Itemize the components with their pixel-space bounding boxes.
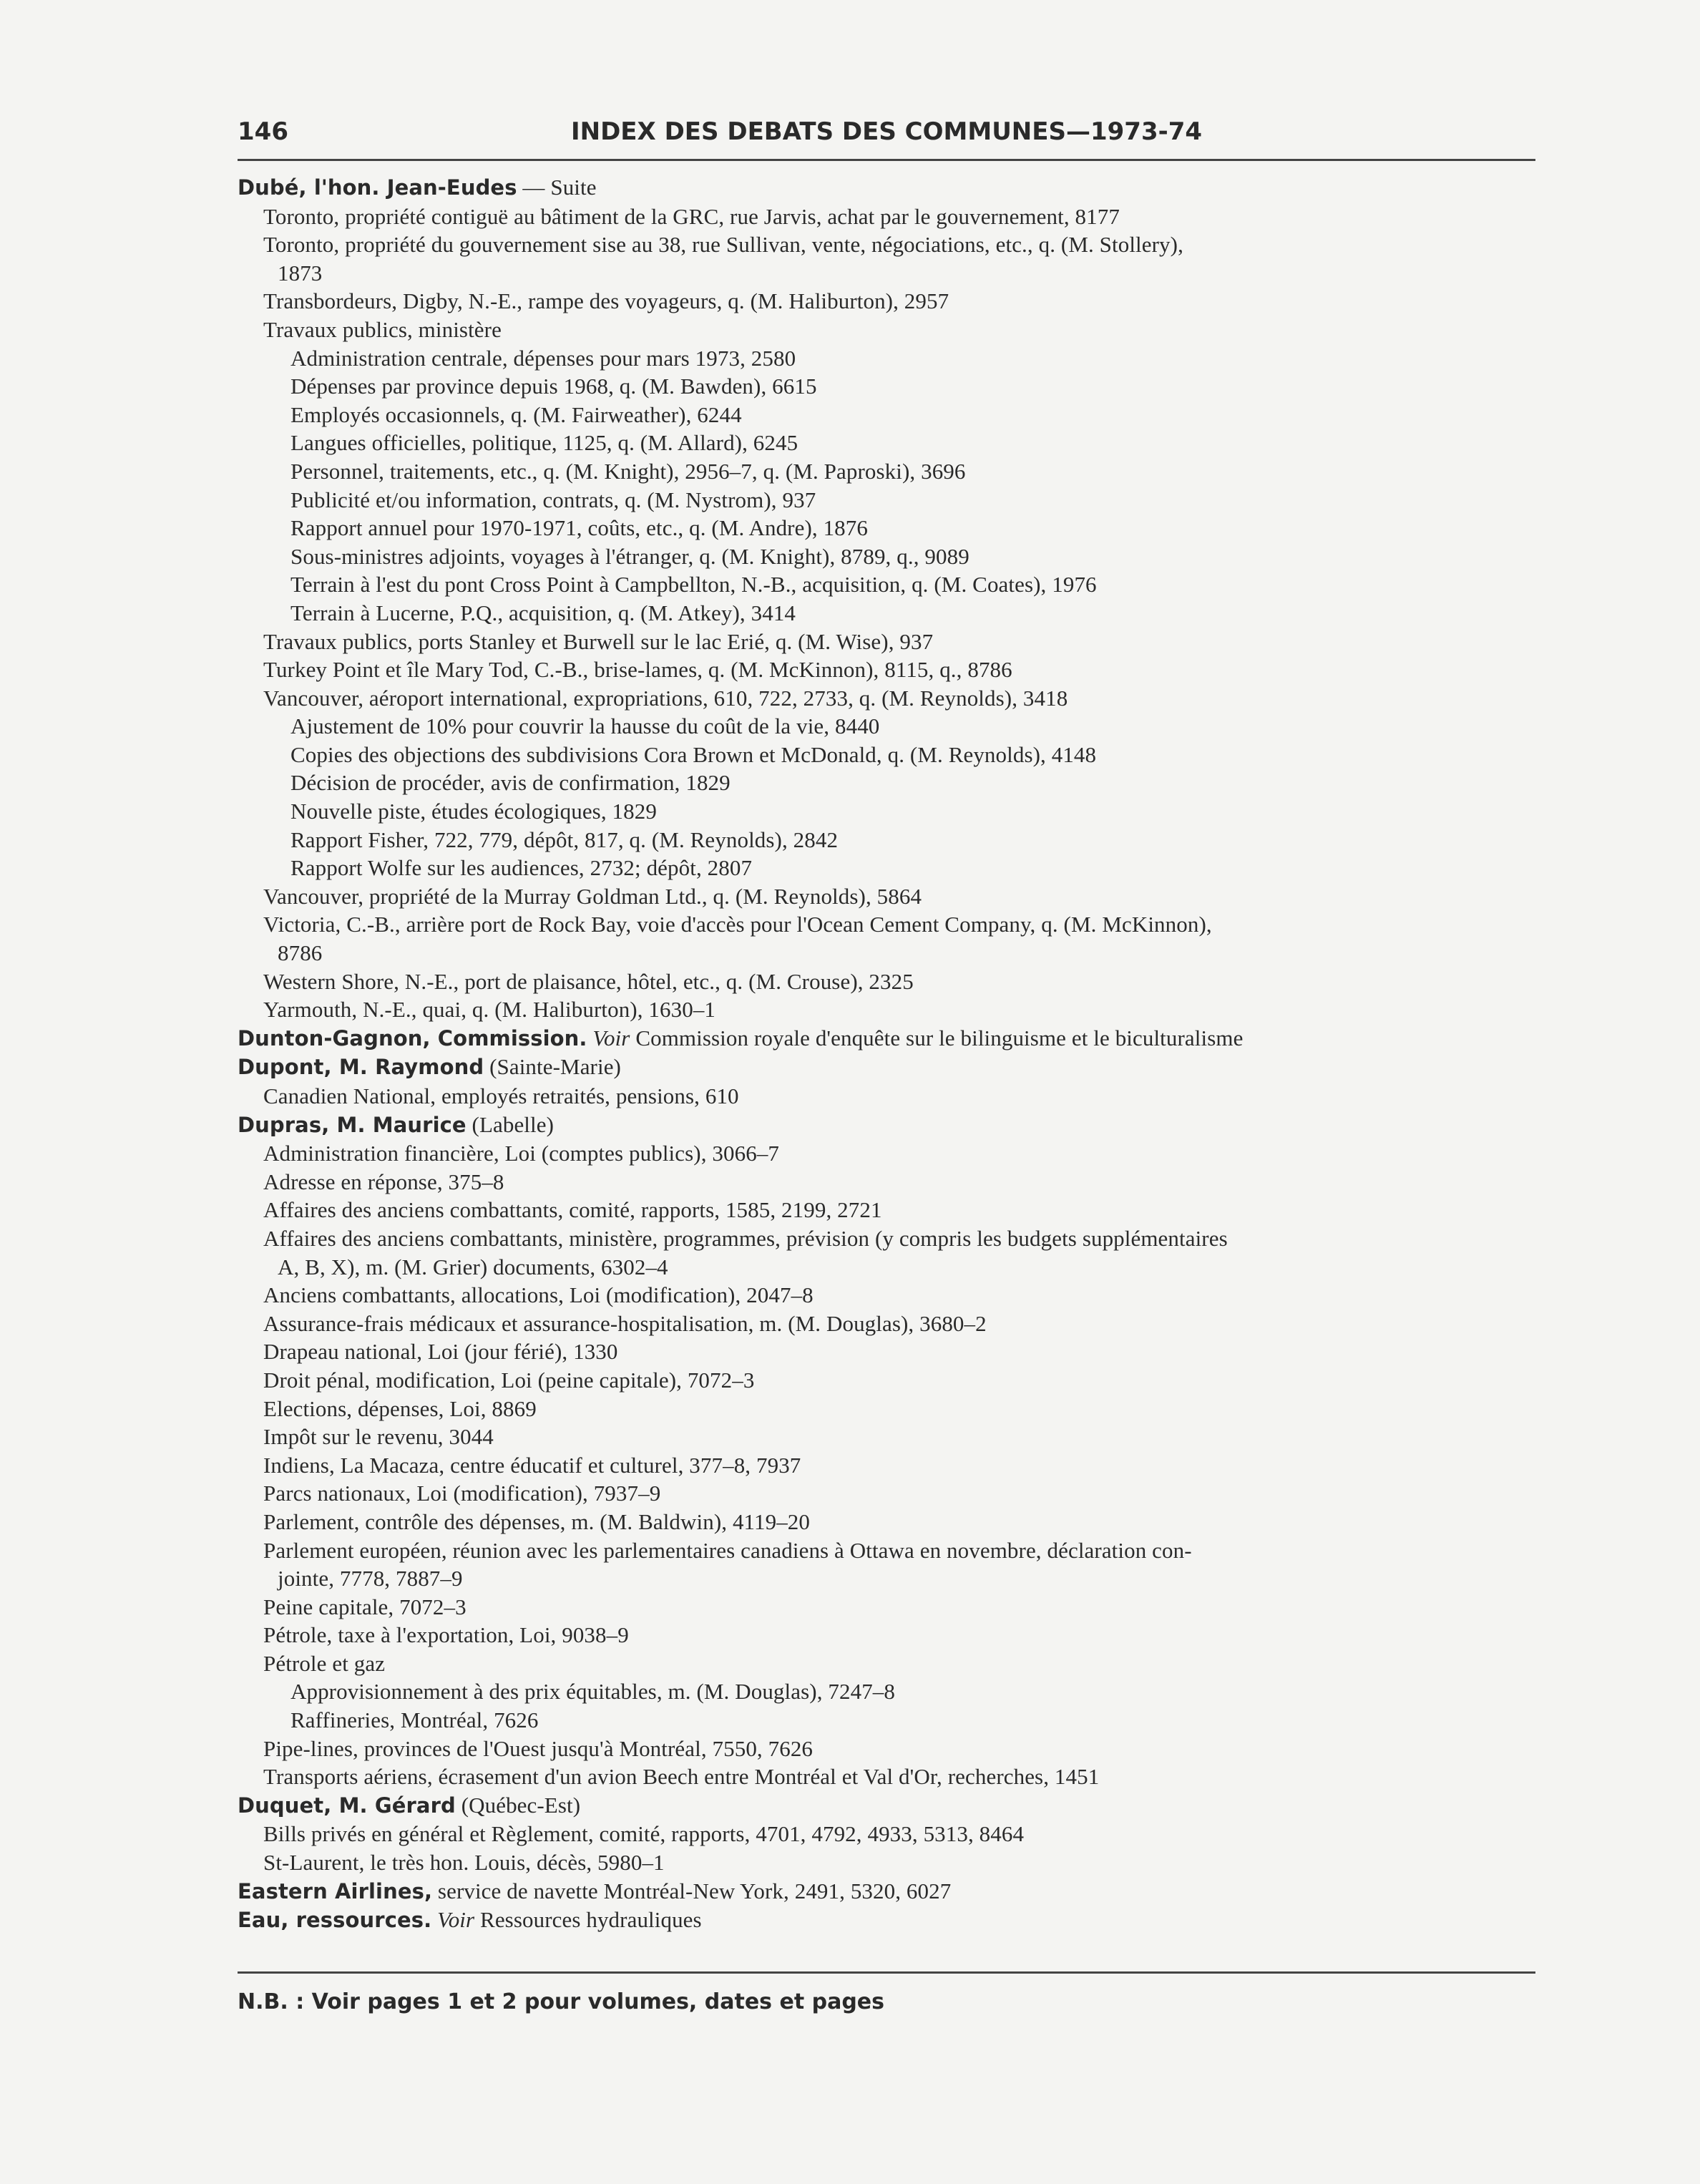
entry-text: Vancouver, aéroport international, expropriations, 610, 722, 2733, q. (M. Reynolds), 3418 [263,685,1068,711]
entry-text: Ressources hydrauliques [474,1907,702,1933]
index-subentry [238,967,1540,996]
index-continuation-line [238,939,1540,967]
entry-text: Administration centrale, dépenses pour mars 1973, 2580 [290,345,796,371]
entry-text: Peine capitale, 7072–3 [263,1594,466,1619]
index-subentry [238,1168,1540,1196]
index-subentry [238,1337,1540,1366]
entry-text: Toronto, propriété du gouvernement sise au 38, rue Sullivan, vente, négociations, etc., q. (M. Stollery), [263,232,1183,258]
entry-text: Adresse en réponse, 375–8 [263,1169,504,1194]
entry-text: (Sainte-Marie) [484,1054,621,1080]
index-subentry [238,1820,1540,1848]
entry-text: Ajustement de 10% pour couvrir la hausse du coût de la vie, 8440 [290,713,880,739]
entry-text: Rapport Wolfe sur les audiences, 2732; dépôt, 2807 [290,855,753,881]
index-subentry [238,1281,1540,1310]
index-subentry [238,1677,1540,1706]
entry-text: Travaux publics, ministère [263,316,502,342]
index-subentry [238,1508,1540,1536]
entry-text: Impôt sur le revenu, 3044 [263,1424,494,1450]
entry-heading: Dupras, M. Maurice [238,1112,466,1137]
entry-text: St-Laurent, le très hon. Louis, décès, 5980–1 [263,1850,665,1876]
entry-text: jointe, 7778, 7887–9 [278,1566,463,1591]
index-subentry [238,1763,1540,1791]
index-subentry [238,1735,1540,1763]
entry-text: Indiens, La Macaza, centre éducatif et culturel, 377–8, 7937 [263,1452,801,1478]
entry-text: service de navette Montréal-New York, 2491, 5320, 6027 [432,1878,952,1903]
entry-text: Rapport annuel pour 1970-1971, coûts, etc., q. (M. Andre), 1876 [290,515,868,541]
index-heading-entry [238,1877,1540,1906]
entry-text: 1873 [278,260,323,286]
index-subentry [238,1451,1540,1480]
index-subentry [238,882,1540,911]
entry-text: Pipe-lines, provinces de l'Ouest jusqu'à Montréal, 7550, 7626 [263,1735,814,1761]
index-subentry [238,826,1540,854]
entry-heading: Dunton-Gagnon, Commission. [238,1025,587,1050]
index-heading-entry [238,1053,1540,1082]
entry-text: (Labelle) [466,1111,555,1137]
index-heading-entry [238,1024,1540,1053]
entry-text: Travaux publics, ports Stanley et Burwell sur le lac Erié, q. (M. Wise), 937 [263,628,934,654]
entry-text: Turkey Point et île Mary Tod, C.-B., brise-lames, q. (M. McKinnon), 8115, q., 8786 [263,657,1012,683]
entry-text: Sous-ministres adjoints, voyages à l'étranger, q. (M. Knight), 8789, q., 9089 [290,543,969,569]
entry-text: Elections, dépenses, Loi, 8869 [263,1395,537,1421]
footnote: N.B. : Voir pages 1 et 2 pour volumes, dates et pages [238,1989,884,2014]
entry-text: Toronto, propriété contiguë au bâtiment de la GRC, rue Jarvis, achat par le gouvernement, 8177 [263,203,1120,229]
entry-text: Publicité et/ou information, contrats, q. (M. Nystrom), 937 [290,487,816,512]
index-subentry [238,712,1540,741]
index-heading-entry [238,1906,1540,1935]
index-subentry [238,1224,1540,1253]
entry-text: Personnel, traitements, etc., q. (M. Knight), 2956–7, q. (M. Paproski), 3696 [290,458,966,484]
index-subentry [238,684,1540,713]
index-heading-entry [238,1111,1540,1140]
entry-text: Décision de procéder, avis de confirmation, 1829 [290,770,731,796]
entry-text: — Suite [517,175,597,200]
entry-text: Western Shore, N.-E., port de plaisance, hôtel, etc., q. (M. Crouse), 2325 [263,968,914,994]
index-subentry [238,486,1540,515]
index-subentry [238,316,1540,344]
entry-text: A, B, X), m. (M. Grier) documents, 6302–4 [278,1254,668,1279]
entry-text: Nouvelle piste, études écologiques, 1829 [290,799,657,824]
index-subentry [238,429,1540,457]
index-subentry [238,769,1540,797]
index-subentry [238,1536,1540,1565]
index-subentry [238,1196,1540,1224]
entry-text: Assurance-frais médicaux et assurance-hospitalisation, m. (M. Douglas), 3680–2 [263,1310,987,1336]
footer-rule [238,1971,1535,1974]
index-subentry [238,1848,1540,1877]
see-reference: Voir [437,1907,475,1933]
entry-text: Commission royale d'enquête sur le bilinguisme et le biculturalisme [630,1025,1244,1050]
entry-text: Dépenses par province depuis 1968, q. (M. Bawden), 6615 [290,374,817,399]
entry-text: Administration financière, Loi (comptes publics), 3066–7 [263,1141,780,1166]
entry-heading: Eastern Airlines, [238,1878,433,1903]
entry-text: Copies des objections des subdivisions Cora Brown et McDonald, q. (M. Reynolds), 4148 [290,741,1097,767]
index-subentry [238,203,1540,231]
entry-text: Drapeau national, Loi (jour férié), 1330 [263,1339,618,1365]
entry-text: Terrain à Lucerne, P.Q., acquisition, q. (M. Atkey), 3414 [290,600,796,625]
index-subentry [238,1395,1540,1423]
entry-heading: Eau, ressources. [238,1908,432,1933]
index-subentry [238,741,1540,769]
entry-heading: Duquet, M. Gérard [238,1793,456,1818]
index-subentry [238,910,1540,939]
entry-text: Transports aériens, écrasement d'un avion Beech entre Montréal et Val d'Or, recherches, 1451 [263,1764,1100,1790]
index-subentry [238,457,1540,486]
page-number: 146 [238,117,288,146]
entry-text: Vancouver, propriété de la Murray Goldman Ltd., q. (M. Reynolds), 5864 [263,883,922,909]
entry-text: Langues officielles, politique, 1125, q. (M. Allard), 6245 [290,430,798,456]
index-subentry [238,542,1540,571]
entry-text: Victoria, C.-B., arrière port de Rock Bay, voie d'accès pour l'Ocean Cement Company, q. (M. McKinnon), [263,912,1212,937]
entry-text: Yarmouth, N.-E., quai, q. (M. Haliburton), 1630–1 [263,997,716,1023]
entry-heading: Dubé, l'hon. Jean-Eudes [238,175,517,200]
entry-text: Employés occasionnels, q. (M. Fairweather), 6244 [290,401,742,427]
entry-text: Droit pénal, modification, Loi (peine capitale), 7072–3 [263,1367,755,1393]
index-subentry [238,628,1540,656]
entry-text: Canadien National, employés retraités, pensions, 610 [263,1083,739,1108]
index-subentry [238,1310,1540,1338]
index-continuation-line [238,1253,1540,1282]
index-continuation-line [238,259,1540,288]
index-subentry [238,854,1540,882]
entry-text: 8786 [278,940,323,966]
index-subentry [238,230,1540,259]
index-subentry [238,995,1540,1024]
entry-text: (Québec-Est) [455,1792,581,1818]
index-subentry [238,1366,1540,1395]
index-subentry [238,401,1540,429]
page-header [238,114,1535,157]
entry-text: Parlement, contrôle des dépenses, m. (M. Baldwin), 4119–20 [263,1508,810,1534]
entry-text: Approvisionnement à des prix équitables, m. (M. Douglas), 7247–8 [290,1679,895,1705]
entry-text: Pétrole, taxe à l'exportation, Loi, 9038–9 [263,1622,629,1648]
index-subentry [238,1082,1540,1111]
index-subentry [238,599,1540,628]
index-heading-entry [238,173,1540,203]
index-subentry [238,1649,1540,1678]
entry-text: Terrain à l'est du pont Cross Point à Campbellton, N.-B., acquisition, q. (M. Coates), 1976 [290,572,1097,598]
entry-heading: Dupont, M. Raymond [238,1055,484,1080]
entry-text: Raffineries, Montréal, 7626 [290,1707,539,1733]
index-entries [238,173,1540,1935]
index-subentry [238,655,1540,684]
entry-text: Transbordeurs, Digby, N.-E., rampe des voyageurs, q. (M. Haliburton), 2957 [263,288,949,314]
index-subentry [238,372,1540,401]
entry-text: Anciens combattants, allocations, Loi (modification), 2047–8 [263,1282,814,1308]
index-subentry [238,287,1540,316]
index-subentry [238,1621,1540,1649]
entry-text: Rapport Fisher, 722, 779, dépôt, 817, q. (M. Reynolds), 2842 [290,827,839,852]
index-subentry [238,1706,1540,1735]
see-reference: Voir [592,1025,630,1050]
entry-text: Parcs nationaux, Loi (modification), 7937–9 [263,1481,661,1506]
index-subentry [238,344,1540,373]
header-rule [238,159,1535,161]
index-subentry [238,514,1540,542]
entry-text: Affaires des anciens combattants, ministère, programmes, prévision (y compris les budgets supplémentaires [263,1225,1228,1251]
index-continuation-line [238,1564,1540,1593]
entry-text: Parlement européen, réunion avec les parlementaires canadiens à Ottawa en novembre, déclaration con- [263,1537,1192,1563]
index-subentry [238,1423,1540,1451]
index-subentry [238,797,1540,826]
index-heading-entry [238,1791,1540,1820]
entry-text: Affaires des anciens combattants, comité, rapports, 1585, 2199, 2721 [263,1197,882,1223]
index-subentry [238,1139,1540,1168]
index-subentry [238,570,1540,599]
entry-text: Pétrole et gaz [263,1650,386,1676]
index-subentry [238,1593,1540,1622]
index-subentry [238,1479,1540,1508]
page-title: INDEX DES DEBATS DES COMMUNES—1973-74 [570,117,1203,146]
entry-text: Bills privés en général et Règlement, comité, rapports, 4701, 4792, 4933, 5313, 8464 [263,1821,1025,1847]
